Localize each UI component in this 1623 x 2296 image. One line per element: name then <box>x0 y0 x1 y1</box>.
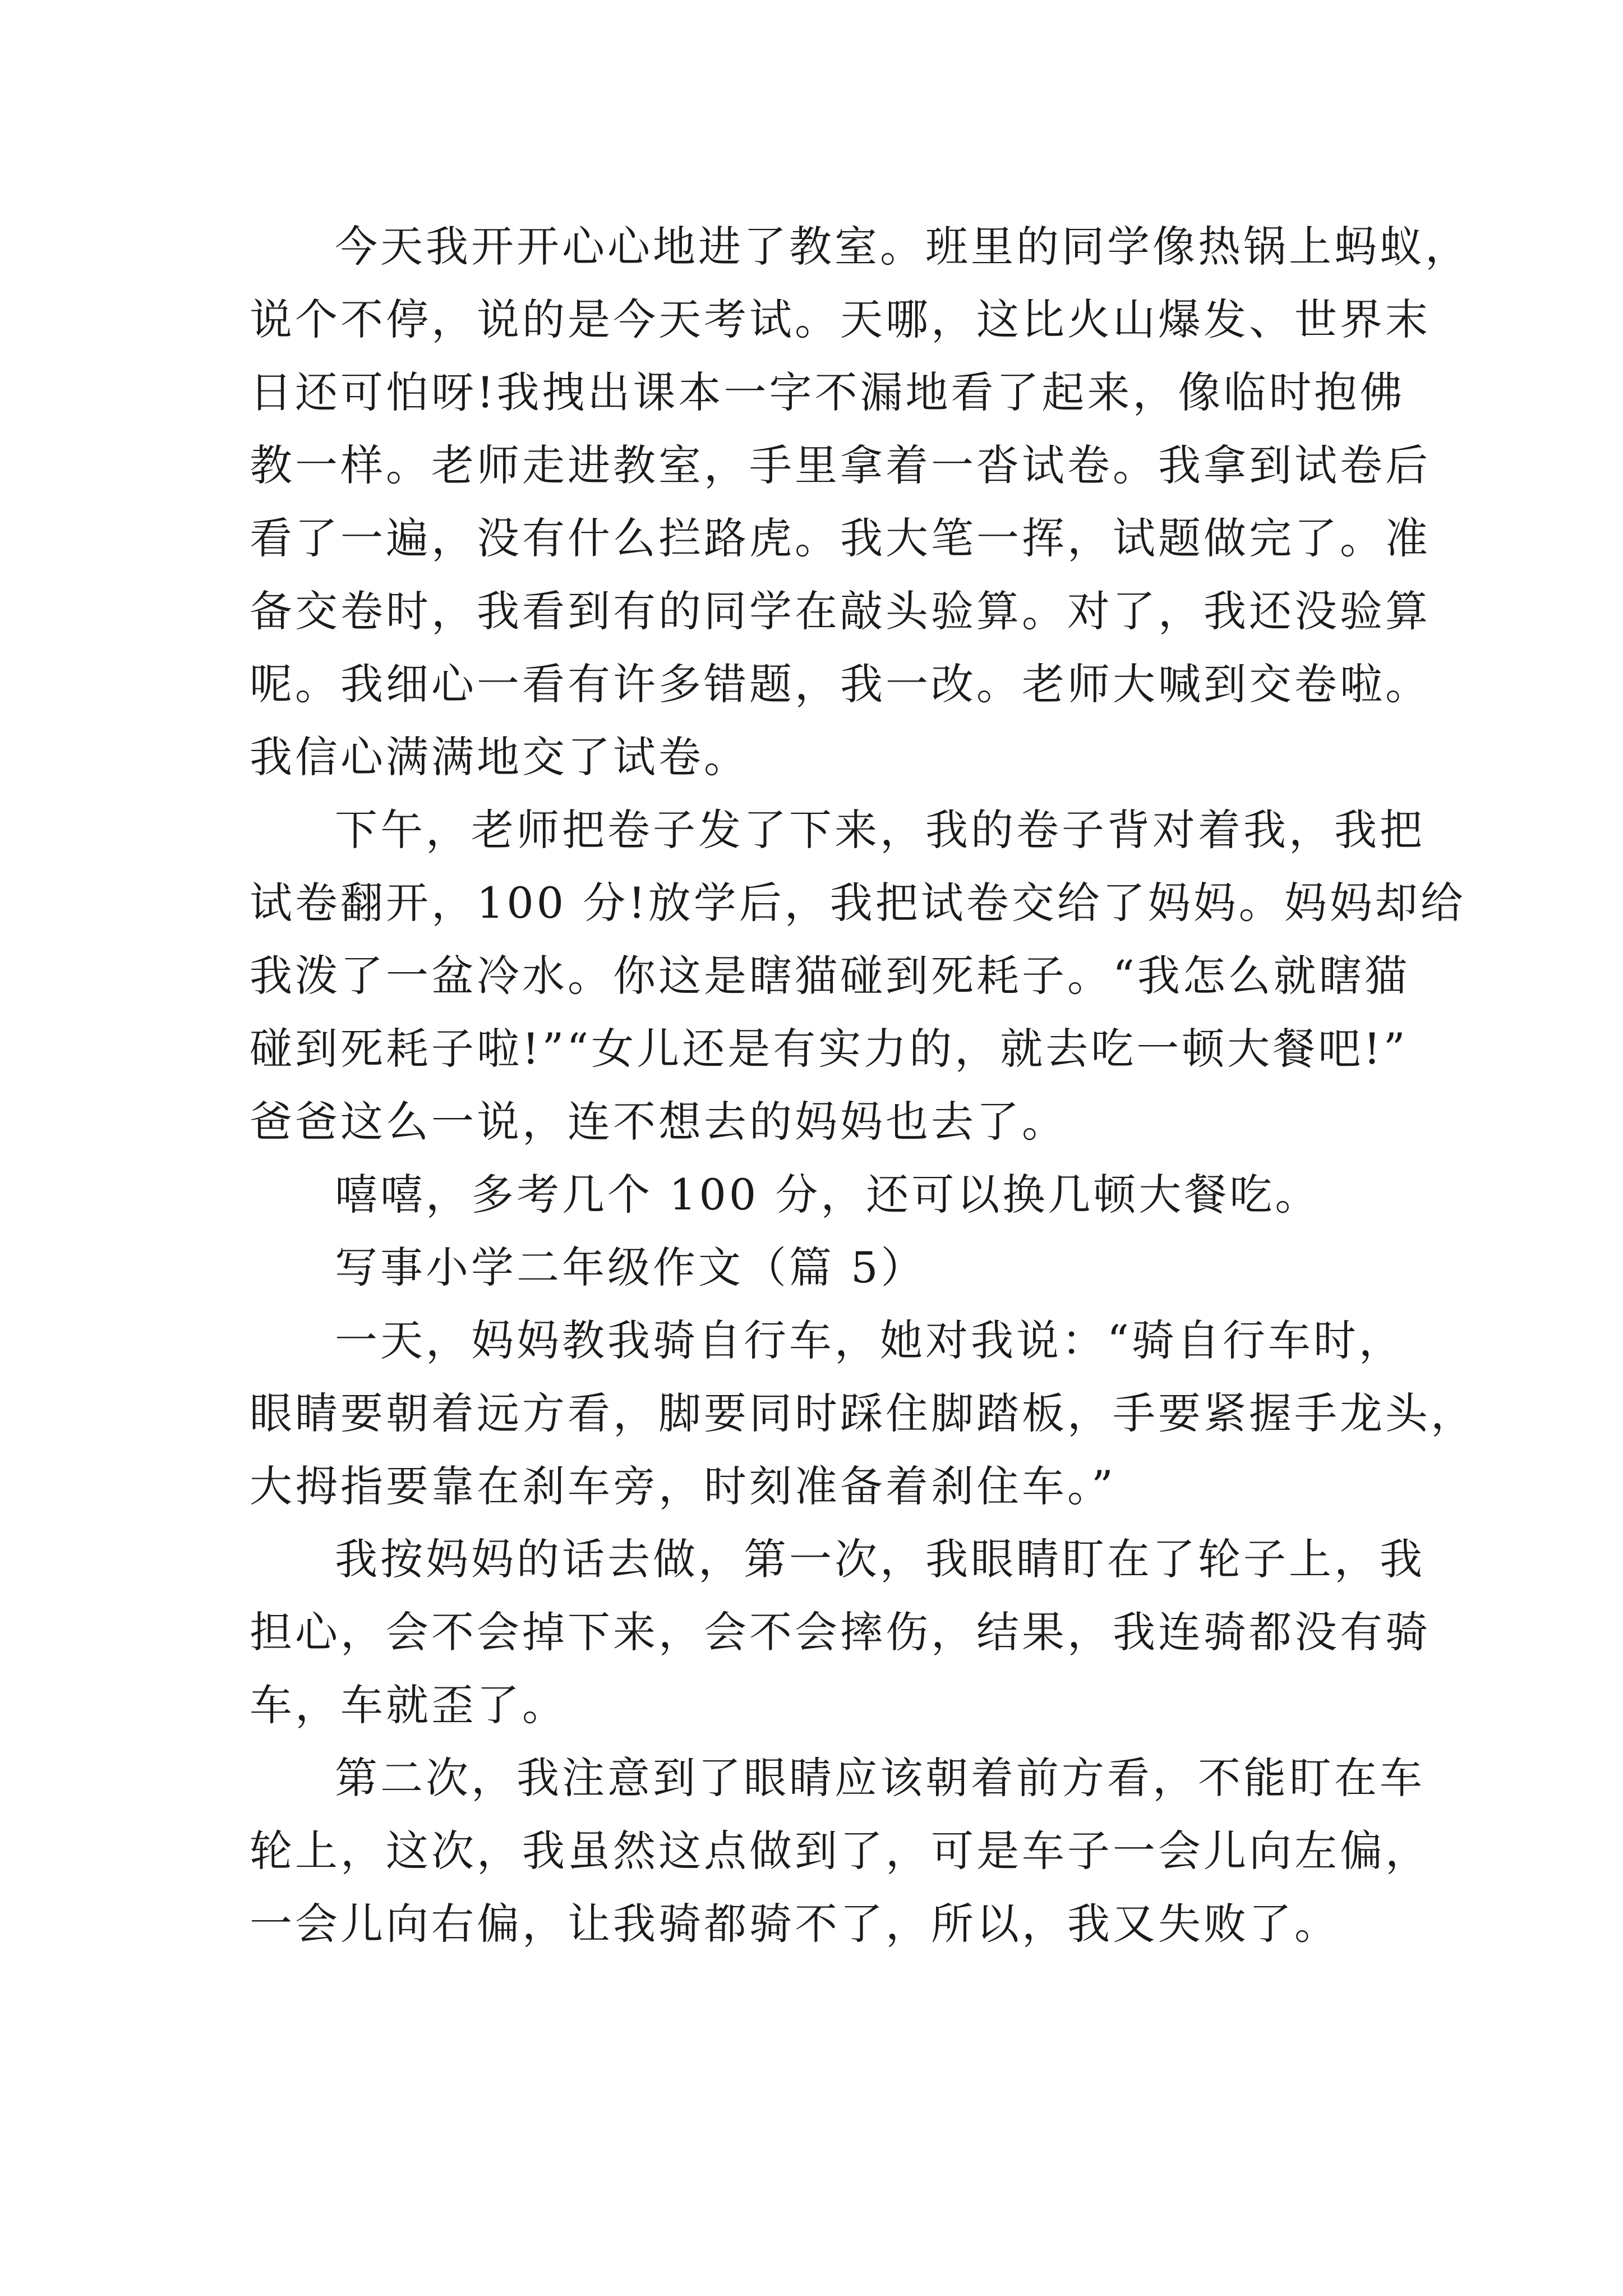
text-line: 试卷翻开，100 分!放学后，我把试卷交给了妈妈。妈妈却给 <box>250 878 1466 928</box>
section-heading: 写事小学二年级作文（篇 5） <box>335 1243 926 1292</box>
text-line: 日还可怕呀!我拽出课本一字不漏地看了起来，像临时抱佛 <box>250 367 1405 417</box>
text-line: 我按妈妈的话去做，第一次，我眼睛盯在了轮子上，我 <box>335 1534 1425 1584</box>
text-line: 大拇指要靠在刹车旁，时刻准备着刹住车。” <box>250 1461 1116 1511</box>
text-line: 嘻嘻，多考几个 100 分，还可以换几顿大餐吃。 <box>335 1170 1321 1220</box>
essay-body <box>250 210 1476 1961</box>
text-line: 下午，老师把卷子发了下来，我的卷子背对着我，我把 <box>335 805 1425 855</box>
text-line: 第二次，我注意到了眼睛应该朝着前方看，不能盯在车 <box>335 1753 1425 1803</box>
text-line: 备交卷时，我看到有的同学在敲头验算。对了，我还没验算 <box>250 586 1431 636</box>
text-line: 教一样。老师走进教室，手里拿着一沓试卷。我拿到试卷后 <box>250 440 1431 490</box>
text-line: 碰到死耗子啦!”“女儿还是有实力的，就去吃一顿大餐吧!” <box>250 1024 1408 1074</box>
text-line: 我信心满满地交了试卷。 <box>250 732 749 782</box>
text-line: 一天，妈妈教我骑自行车，她对我说：“骑自行车时， <box>335 1315 1404 1365</box>
text-line: 轮上，这次，我虽然这点做到了，可是车子一会儿向左偏， <box>250 1826 1431 1876</box>
text-line: 车，车就歪了。 <box>250 1680 568 1730</box>
text-line: 今天我开开心心地进了教室。班里的同学像热锅上蚂蚁， <box>335 222 1470 272</box>
text-line: 一会儿向右偏，让我骑都骑不了，所以，我又失败了。 <box>250 1899 1340 1949</box>
text-line: 看了一遍，没有什么拦路虎。我大笔一挥，试题做完了。准 <box>250 513 1431 563</box>
text-line: 爸爸这么一说，连不想去的妈妈也去了。 <box>250 1097 1067 1147</box>
text-line: 呢。我细心一看有许多错题，我一改。老师大喊到交卷啦。 <box>250 659 1431 709</box>
text-line: 我泼了一盆冷水。你这是瞎猫碰到死耗子。“我怎么就瞎猫 <box>250 951 1410 1001</box>
text-line: 眼睛要朝着远方看，脚要同时踩住脚踏板，手要紧握手龙头， <box>250 1388 1476 1438</box>
text-line: 说个不停，说的是今天考试。天哪，这比火山爆发、世界末 <box>250 295 1431 344</box>
text-line: 担心，会不会掉下来，会不会摔伤，结果，我连骑都没有骑 <box>250 1607 1431 1657</box>
